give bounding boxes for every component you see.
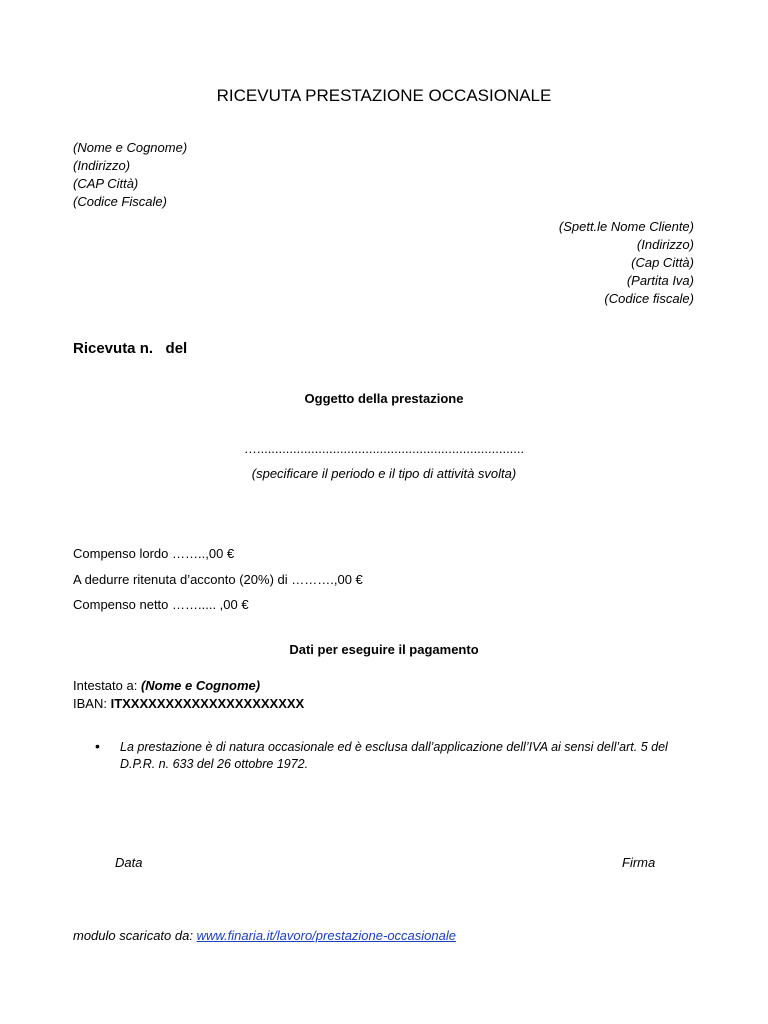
vat-exemption-note: La prestazione è di natura occasionale ed è esclusa dall’applicazione dell’IVA ai sensi dell’art. 5 del D.P.R. n. 633 del 26 ottobre 1972. — [120, 740, 668, 771]
receipt-number: Ricevuta n. del — [73, 340, 188, 357]
footer-link[interactable]: www.finaria.it/lavoro/prestazione-occasionale — [196, 928, 456, 943]
iban-line — [73, 695, 304, 713]
signature-label: Firma — [622, 855, 656, 870]
holder-label: Intestato a: — [73, 678, 141, 693]
recipient-address: (Indirizzo) — [636, 237, 694, 252]
payment-heading: Dati per eseguire il pagamento — [289, 642, 479, 657]
gross-amount: Compenso lordo ……..,00 € — [73, 546, 235, 561]
sender-address: (Indirizzo) — [73, 158, 131, 173]
recipient-tax-code: (Codice fiscale) — [604, 291, 694, 306]
subject-placeholder: ….......................................................................... — [243, 441, 525, 456]
sender-name: (Nome e Cognome) — [73, 140, 188, 155]
recipient-name: (Spett.le Nome Cliente) — [558, 219, 694, 234]
recipient-vat: (Partita Iva) — [626, 273, 694, 288]
sender-tax-code: (Codice Fiscale) — [73, 194, 167, 209]
footer-label: modulo scaricato da: — [73, 928, 197, 943]
date-label: Data — [115, 855, 143, 870]
recipient-city: (Cap Città) — [631, 255, 694, 270]
holder-line — [73, 677, 304, 695]
iban-label: IBAN: — [73, 696, 111, 711]
footer — [73, 928, 456, 943]
sender-city: (CAP Città) — [73, 176, 139, 191]
payment-details — [73, 677, 304, 713]
recipient-block — [559, 218, 694, 308]
holder-value: (Nome e Cognome) — [140, 678, 261, 693]
sender-block — [73, 139, 187, 211]
subject-hint: (specificare il periodo e il tipo di attività svolta) — [251, 466, 517, 481]
amounts-block — [73, 541, 363, 618]
bullet-icon: • — [95, 738, 100, 754]
subject-heading: Oggetto della prestazione — [304, 391, 464, 406]
iban-value: ITXXXXXXXXXXXXXXXXXXXXX — [110, 696, 305, 711]
net-amount: Compenso netto ……..... ,00 € — [73, 597, 249, 612]
withholding-amount: A dedurre ritenuta d’acconto (20%) di ……….,00 € — [73, 571, 363, 587]
document-title: RICEVUTA PRESTAZIONE OCCASIONALE — [216, 86, 552, 105]
